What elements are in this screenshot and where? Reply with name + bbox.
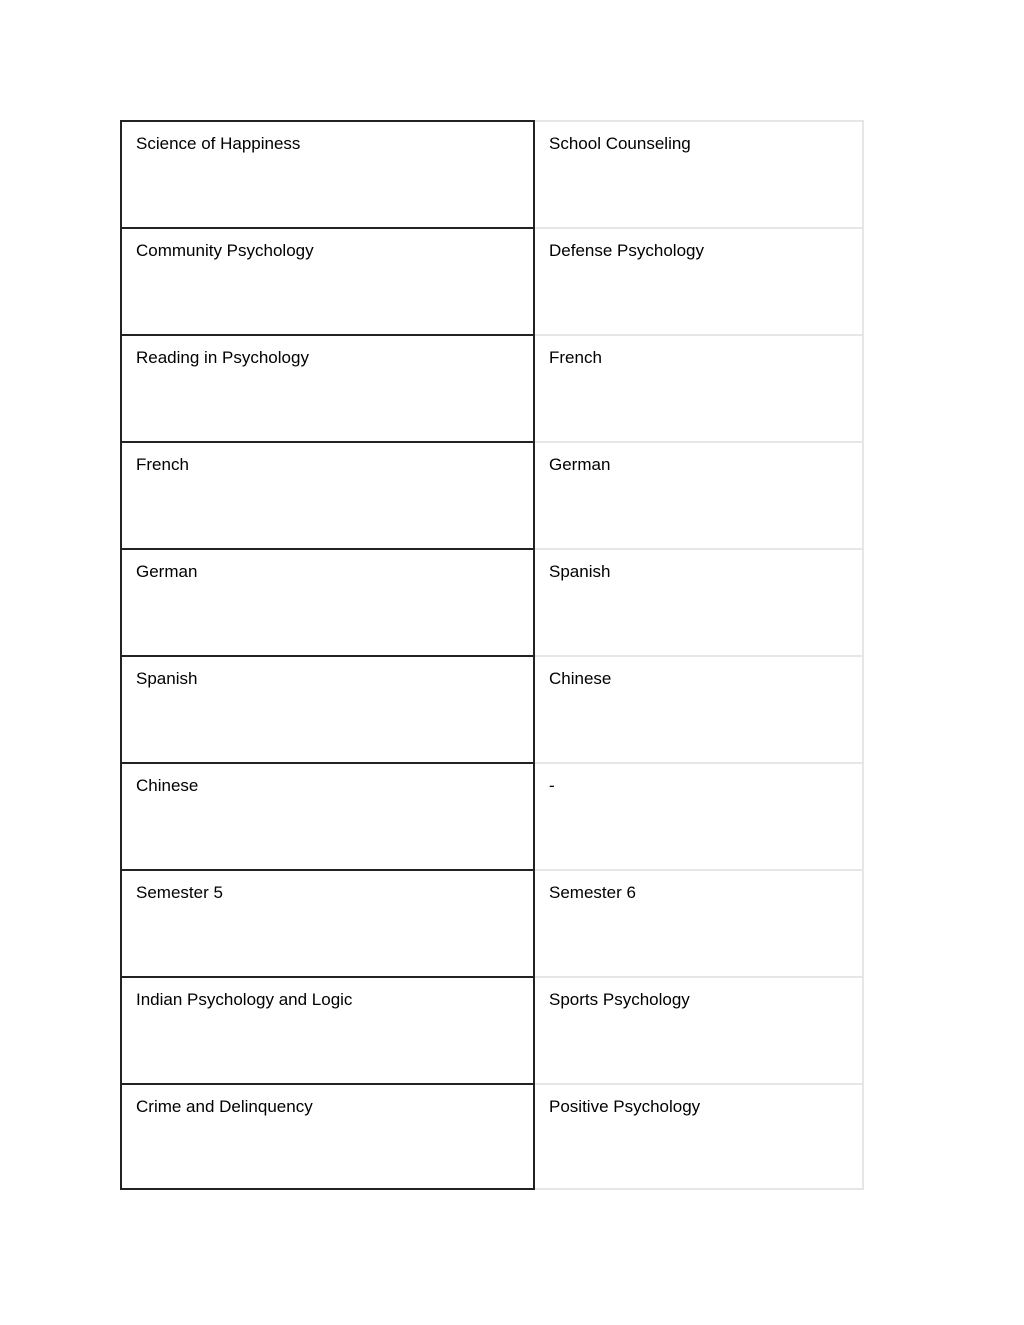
table-row <box>120 441 864 548</box>
table-cell-left: Community Psychology <box>120 227 535 334</box>
course-table <box>120 120 864 1190</box>
table-cell-left: Chinese <box>120 762 535 869</box>
table-cell-right: Positive Psychology <box>535 1083 864 1190</box>
table-cell-left: Crime and Delinquency <box>120 1083 535 1190</box>
table-cell-right: Defense Psychology <box>535 227 864 334</box>
table-cell-right: German <box>535 441 864 548</box>
table-cell-right: Chinese <box>535 655 864 762</box>
table-row <box>120 334 864 441</box>
table-cell-left: Semester 5 <box>120 869 535 976</box>
table-row <box>120 120 864 227</box>
table-cell-left: French <box>120 441 535 548</box>
table-cell-left: Science of Happiness <box>120 120 535 227</box>
table-cell-right: Semester 6 <box>535 869 864 976</box>
table-row <box>120 869 864 976</box>
table-row <box>120 762 864 869</box>
table-cell-right: - <box>535 762 864 869</box>
table-cell-right: French <box>535 334 864 441</box>
table-row <box>120 976 864 1083</box>
table-row <box>120 655 864 762</box>
table-cell-left: Indian Psychology and Logic <box>120 976 535 1083</box>
table-cell-right: School Counseling <box>535 120 864 227</box>
table-row <box>120 1083 864 1190</box>
table-cell-right: Sports Psychology <box>535 976 864 1083</box>
table-cell-left: Reading in Psychology <box>120 334 535 441</box>
table-row <box>120 227 864 334</box>
table-row <box>120 548 864 655</box>
table-cell-left: German <box>120 548 535 655</box>
table-cell-right: Spanish <box>535 548 864 655</box>
table-cell-left: Spanish <box>120 655 535 762</box>
